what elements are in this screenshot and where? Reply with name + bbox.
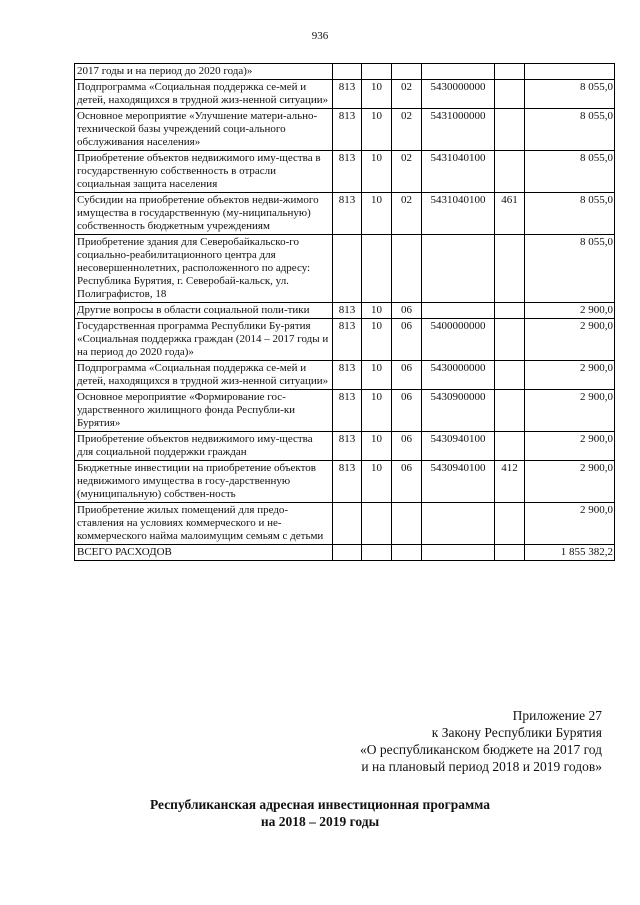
cell-sum: 2 900,0 [525, 432, 615, 461]
table-row [75, 319, 615, 361]
table-row [75, 390, 615, 432]
cell-csr [422, 503, 495, 545]
program-title-line: на 2018 – 2019 годы [260, 814, 380, 829]
cell-vr [495, 545, 525, 561]
cell-sum: 2 900,0 [525, 361, 615, 390]
cell-csr: 5431040100 [422, 193, 495, 235]
cell-pr: 06 [392, 461, 422, 503]
cell-name: Приобретение объектов недвижимого иму-щества в государственную собственность в отрасли социальная защита населения [75, 151, 333, 193]
page-number: 936 [311, 30, 329, 42]
cell-name: Подпрограмма «Социальная поддержка се-мей и детей, находящихся в трудной жиз-ненной ситуации» [75, 361, 333, 390]
cell-ved [333, 545, 362, 561]
cell-rz [362, 235, 392, 303]
cell-ved [333, 503, 362, 545]
cell-sum: 1 855 382,2 [525, 545, 615, 561]
table-row [75, 64, 615, 80]
cell-name: Субсидии на приобретение объектов недви-жимого имущества в государственную (му-ниципальную) собственность бюджетным учреждениям [75, 193, 333, 235]
table-row [75, 109, 615, 151]
cell-ved: 813 [333, 432, 362, 461]
cell-name: Приобретение жилых помещений для предо-ставления на условиях коммерческого и не-коммерческого найма малоимущим семьям с детьми [75, 503, 333, 545]
cell-pr: 06 [392, 361, 422, 390]
cell-ved [333, 235, 362, 303]
cell-csr: 5430900000 [422, 390, 495, 432]
cell-ved [333, 64, 362, 80]
cell-sum: 8 055,0 [525, 235, 615, 303]
cell-csr: 5430940100 [422, 461, 495, 503]
cell-ved: 813 [333, 303, 362, 319]
table-row [75, 151, 615, 193]
cell-name: ВСЕГО РАСХОДОВ [75, 545, 333, 561]
cell-vr [495, 109, 525, 151]
cell-sum: 2 900,0 [525, 461, 615, 503]
cell-sum: 2 900,0 [525, 319, 615, 361]
appendix-header [262, 707, 602, 775]
table-row [75, 80, 615, 109]
cell-pr: 02 [392, 151, 422, 193]
table-row [75, 361, 615, 390]
cell-vr [495, 432, 525, 461]
appendix-line: и на плановый период 2018 и 2019 годов» [361, 759, 602, 774]
cell-pr: 02 [392, 80, 422, 109]
table-row [75, 303, 615, 319]
cell-vr [495, 503, 525, 545]
cell-csr: 5430000000 [422, 361, 495, 390]
cell-vr [495, 390, 525, 432]
table-row [75, 545, 615, 561]
cell-csr: 5431040100 [422, 151, 495, 193]
cell-csr [422, 545, 495, 561]
program-title [0, 796, 640, 830]
cell-vr: 461 [495, 193, 525, 235]
cell-vr: 412 [495, 461, 525, 503]
cell-rz [362, 64, 392, 80]
cell-name: Приобретение объектов недвижимого иму-щества для социальной поддержки граждан [75, 432, 333, 461]
cell-ved: 813 [333, 193, 362, 235]
cell-ved: 813 [333, 109, 362, 151]
cell-name: 2017 годы и на период до 2020 года)» [75, 64, 333, 80]
cell-name: Бюджетные инвестиции на приобретение объектов недвижимого имущества в госу-дарственную (муниципальную) собствен-ность [75, 461, 333, 503]
cell-ved: 813 [333, 319, 362, 361]
cell-pr: 06 [392, 432, 422, 461]
cell-rz: 10 [362, 80, 392, 109]
appendix-line: Приложение 27 [512, 708, 602, 723]
cell-pr: 06 [392, 319, 422, 361]
cell-name: Основное мероприятие «Улучшение матери-ально-технической базы учреждений соци-ального обслуживания населения» [75, 109, 333, 151]
appendix-line: «О республиканском бюджете на 2017 год [359, 742, 602, 757]
cell-ved: 813 [333, 151, 362, 193]
cell-rz: 10 [362, 109, 392, 151]
cell-rz: 10 [362, 390, 392, 432]
cell-csr [422, 64, 495, 80]
cell-sum [525, 64, 615, 80]
cell-rz: 10 [362, 303, 392, 319]
cell-pr: 06 [392, 390, 422, 432]
table-row [75, 503, 615, 545]
cell-ved: 813 [333, 80, 362, 109]
table-row [75, 432, 615, 461]
cell-ved: 813 [333, 361, 362, 390]
cell-csr: 5400000000 [422, 319, 495, 361]
cell-ved: 813 [333, 390, 362, 432]
cell-sum: 8 055,0 [525, 109, 615, 151]
cell-pr [392, 235, 422, 303]
cell-name: Основное мероприятие «Формирование гос-ударственного жилищного фонда Республи-ки Бурятия» [75, 390, 333, 432]
cell-sum: 8 055,0 [525, 193, 615, 235]
cell-rz [362, 545, 392, 561]
cell-vr [495, 235, 525, 303]
cell-ved: 813 [333, 461, 362, 503]
cell-pr [392, 545, 422, 561]
cell-csr [422, 303, 495, 319]
cell-csr: 5430000000 [422, 80, 495, 109]
table-row [75, 235, 615, 303]
cell-name: Приобретение здания для Северобайкальско-го социально-реабилитационного центра для несовершеннолетних, расположенного по адресу: Республика Бурятия, г. Северобай-кальск, ул. Полиграфистов, 18 [75, 235, 333, 303]
program-title-line: Республиканская адресная инвестиционная программа [149, 797, 491, 812]
table-row [75, 461, 615, 503]
cell-vr [495, 64, 525, 80]
cell-sum: 2 900,0 [525, 503, 615, 545]
cell-pr: 06 [392, 303, 422, 319]
cell-rz [362, 503, 392, 545]
cell-csr: 5430940100 [422, 432, 495, 461]
cell-pr: 02 [392, 109, 422, 151]
cell-vr [495, 151, 525, 193]
budget-table [74, 63, 615, 561]
cell-vr [495, 303, 525, 319]
cell-name: Государственная программа Республики Бу-рятия «Социальная поддержка граждан (2014 – 2017 годы и на период до 2020 года)» [75, 319, 333, 361]
cell-rz: 10 [362, 461, 392, 503]
cell-rz: 10 [362, 361, 392, 390]
cell-name: Подпрограмма «Социальная поддержка се-мей и детей, находящихся в трудной жиз-ненной ситуации» [75, 80, 333, 109]
cell-sum: 2 900,0 [525, 303, 615, 319]
cell-pr: 02 [392, 193, 422, 235]
cell-vr [495, 319, 525, 361]
table-row [75, 193, 615, 235]
cell-rz: 10 [362, 319, 392, 361]
cell-name: Другие вопросы в области социальной поли-тики [75, 303, 333, 319]
cell-pr [392, 503, 422, 545]
cell-sum: 8 055,0 [525, 80, 615, 109]
cell-rz: 10 [362, 193, 392, 235]
appendix-line: к Закону Республики Бурятия [431, 725, 602, 740]
cell-vr [495, 361, 525, 390]
cell-vr [495, 80, 525, 109]
cell-sum: 8 055,0 [525, 151, 615, 193]
cell-csr: 5431000000 [422, 109, 495, 151]
cell-csr [422, 235, 495, 303]
cell-sum: 2 900,0 [525, 390, 615, 432]
cell-pr [392, 64, 422, 80]
cell-rz: 10 [362, 432, 392, 461]
cell-rz: 10 [362, 151, 392, 193]
